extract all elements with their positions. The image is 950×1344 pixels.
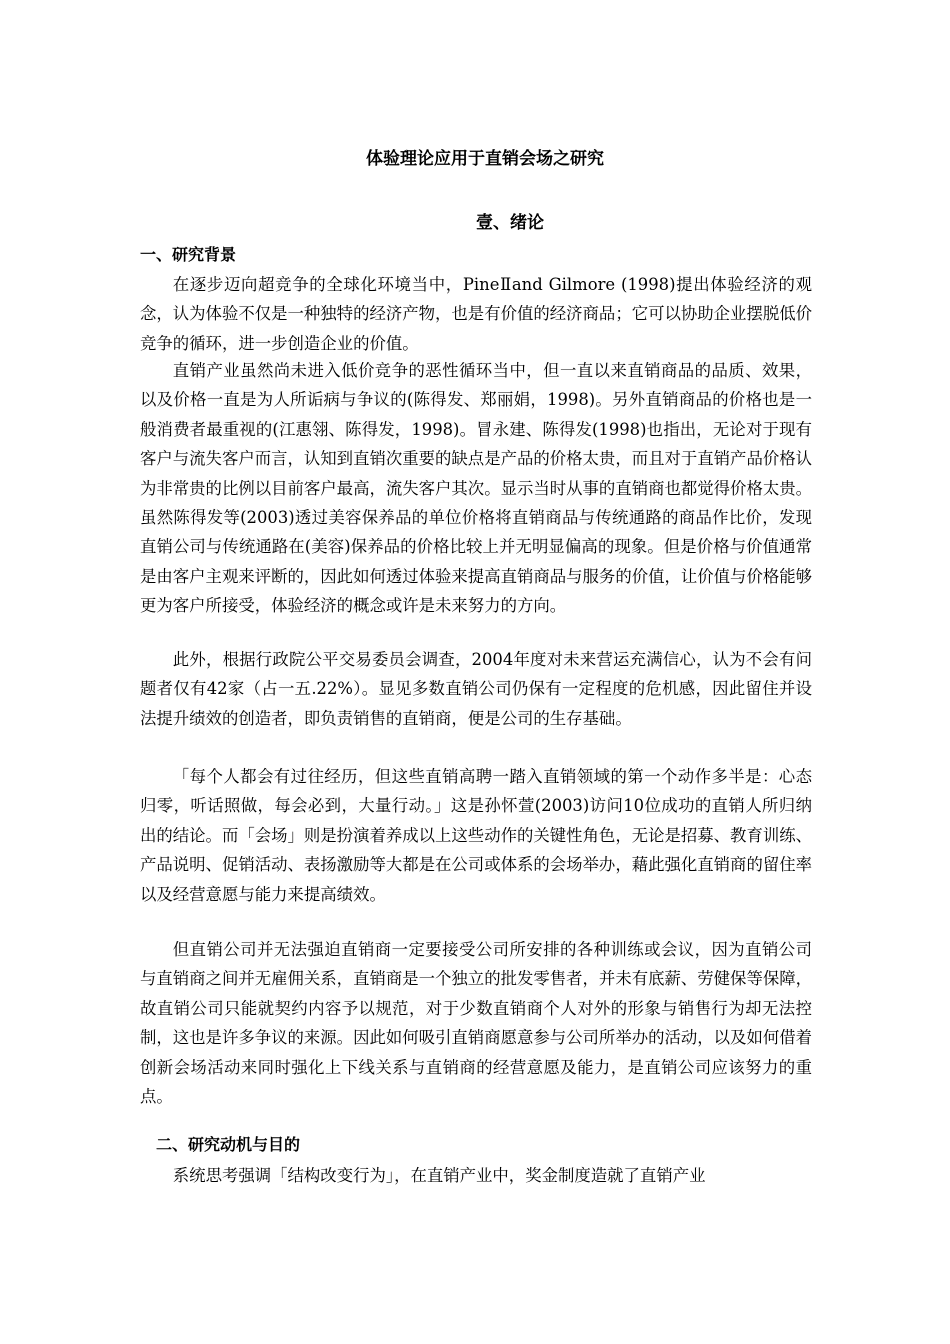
paragraph: 直销产业虽然尚未进入低价竞争的恶性循环当中，但一直以来直销商品的品质、效果，以及价格一直是为人所诟病与争议的(陈得发、郑丽娟，1998)。另外直销商品的价格也是一般消费者最重视的(江惠翎、陈得发，1998)。冒永建、陈得发(1998)也指出，无论对于现有客户与流失客户而言，认知到直销次重要的缺点是产品的价格太贵，而且对于直销产品价格认为非常贵的比例以目前客户最高，流失客户其次。显示当时从事的直销商也都觉得价格太贵。虽然陈得发等(2003)透过美容保养品的单位价格将直销商品与传统通路的商品作比价，发现直销公司与传统通路在(美容)保养品的价格比较上并无明显偏高的现象。但是价格与价值通常是由客户主观来评断的，因此如何透过体验来提高直销商品与服务的价值，让价值与价格能够更为客户所接受，体验经济的概念或许是未来努力的方向。 (140, 361, 813, 616)
paragraph: 「每个人都会有过往经历，但这些直销高聘一踏入直销领域的第一个动作多半是：心态归零，听话照做，每会必到，大量行动。」这是孙怀萱(2003)访问10位成功的直销人所归纳出的结论。而「会场」则是扮演着养成以上这些动作的关键性角色，无论是招募、教育训练、产品说明、促销活动、表扬激励等大都是在公司或体系的会场举办，藉此强化直销商的留住率以及经营意愿与能力来提高绩效。 (140, 767, 813, 904)
chapter-heading: 壹、绪论 (476, 213, 544, 233)
document-title: 体验理论应用于直销会场之研究 (366, 149, 604, 169)
paragraph: 系统思考强调「结构改变行为」，在直销产业中，奖金制度造就了直销产业 (172, 1166, 706, 1185)
paragraph: 此外，根据行政院公平交易委员会调查，2004年度对未来营运充满信心，认为不会有问题者仅有42家（占一五.22%）。显见多数直销公司仍保有一定程度的危机感，因此留住并设法提升绩效的创造者，即负责销售的直销商，便是公司的生存基础。 (140, 650, 812, 728)
paragraph: 在逐步迈向超竞争的全球化环境当中，PineⅡand Gilmore (1998)提出体验经济的观念，认为体验不仅是一种独特的经济产物，也是有价值的经济商品；它可以协助企业摆脱低价竞争的循环，进一步创造企业的价值。 (140, 275, 813, 353)
paragraph: 但直销公司并无法强迫直销商一定要接受公司所安排的各种训练或会议，因为直销公司与直销商之间并无雇佣关系，直销商是一个独立的批发零售者，并未有底薪、劳健保等保障，故直销公司只能就契约内容予以规范，对于少数直销商个人对外的形象与销售行为却无法控制，这也是许多争议的来源。因此如何吸引直销商愿意参与公司所举办的活动，以及如何借着创新会场活动来同时强化上下线关系与直销商的经营意愿及能力，是直销公司应该努力的重点。 (140, 940, 813, 1107)
section-heading-research-background: 一、研究背景 (140, 245, 237, 264)
section-heading-research-motivation: 二、研究动机与目的 (156, 1135, 301, 1154)
